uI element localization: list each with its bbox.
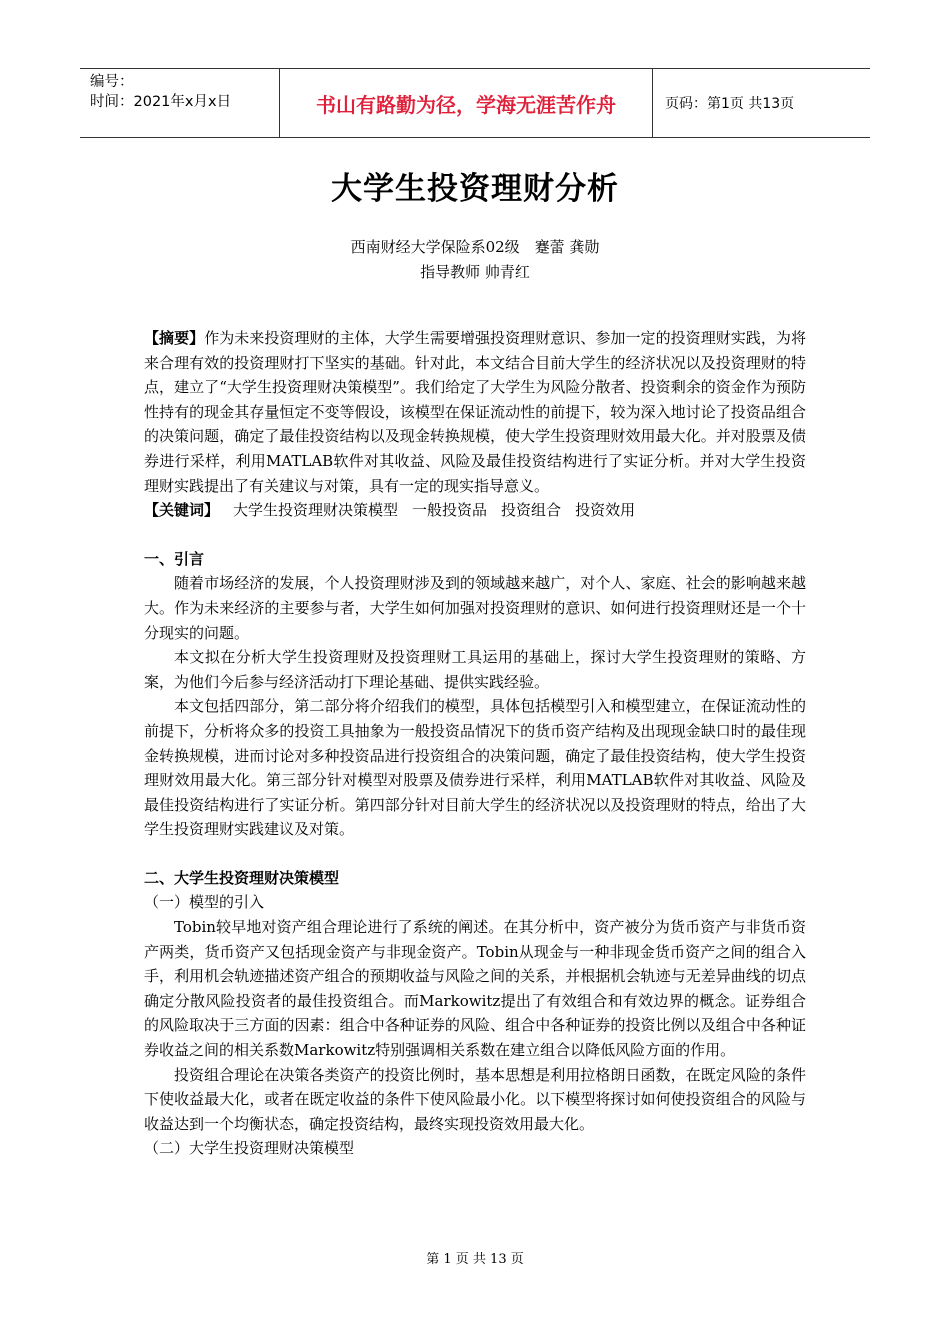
document-number-label: 编号： <box>90 74 134 90</box>
keyword-item: 投资组合 <box>501 501 562 520</box>
header-motto: 书山有路勤为径，学海无涯苦作舟 <box>280 69 653 137</box>
section-heading-intro: 一、引言 <box>144 549 205 568</box>
body-paragraph: 本文拟在分析大学生投资理财及投资理财工具运用的基础上，探讨大学生投资理财的策略、方案，为他们今后参与经济活动打下理论基础、提供实践经验。 <box>144 648 806 691</box>
body-paragraph: 本文包括四部分，第二部分将介绍我们的模型，具体包括模型引入和模型建立，在保证流动性的前提下，分析将众多的投资工具抽象为一般投资品情况下的货币资产结构及出现现金缺口时的最佳现金转换规模，进而讨论对多种投资品进行投资组合的决策问题，确定了最佳投资结构，使大学生投资理财效用最大化。第三部分针对模型对股票及债券进行采样，利用MATLAB软件对其收益、风险及最佳投资结构进行了实证分析。第四部分针对目前大学生的经济状况以及投资理财的特点，给出了大学生投资理财实践建议及对策。 <box>144 697 806 839</box>
page-footer: 第 1 页 共 13 页 <box>426 1252 524 1267</box>
body-paragraph: Tobin较早地对资产组合理论进行了系统的阐述。在其分析中，资产被分为货币资产与非货币资产两类，货币资产又包括现金资产与非现金资产。Tobin从现金与一种非现金货币资产之间的组合入手，利用机会轨迹描述资产组合的预期收益与风险之间的关系，并根据机会轨迹与无差异曲线的切点确定分散风险投资者的最佳投资组合。而Markowitz提出了有效组合和有效边界的概念。证券组合的风险取决于三方面的因素：组合中各种证券的风险、组合中各种证券的投资比例以及组合中各种证券收益之间的相关系数Markowitz特别强调相关系数在建立组合以降低风险方面的作用。 <box>144 918 806 1060</box>
header-page-info: 页码：第1页 共13页 <box>665 96 795 112</box>
abstract-label: 【摘要】 <box>144 329 205 347</box>
keywords-line <box>144 498 806 523</box>
abstract-paragraph <box>144 326 806 498</box>
header-meta <box>80 69 280 137</box>
section-heading-model: 二、大学生投资理财决策模型 <box>144 868 340 887</box>
spacer <box>144 842 806 866</box>
spacer <box>144 523 806 547</box>
abstract-text: 作为未来投资理财的主体，大学生需要增强投资理财意识、参加一定的投资理财实践，为将来合理有效的投资理财打下坚实的基础。针对此，本文结合目前大学生的经济状况以及投资理财的特点，建立了“大学生投资理财决策模型”。我们给定了大学生为风险分散者、投资剩余的资金作为预防性持有的现金其存量恒定不变等假设，该模型在保证流动性的前提下，较为深入地讨论了投资品组合的决策问题，确定了最佳投资结构以及现金转换规模，使大学生投资理财效用最大化。并对股票及债券进行采样，利用MATLAB软件对其收益、风险及最佳投资结构进行了实证分析。并对大学生投资理财实践提出了有关建议与对策，具有一定的现实指导意义。 <box>144 329 806 495</box>
subsection-heading: （二）大学生投资理财决策模型 <box>144 1139 355 1158</box>
document-title: 大学生投资理财分析 <box>331 171 619 207</box>
author-affiliation: 西南财经大学保险系02级 蹇蕾 龚勋 <box>350 238 600 256</box>
keyword-item: 一般投资品 <box>412 501 488 520</box>
keyword-item: 大学生投资理财决策模型 <box>233 501 399 520</box>
body-paragraph: 投资组合理论在决策各类资产的投资比例时，基本思想是利用拉格朗日函数，在既定风险的条件下使收益最大化，或者在既定收益的条件下使风险最小化。以下模型将探讨如何使投资组合的风险与收益达到一个均衡状态，确定投资结构，最终实现投资效用最大化。 <box>144 1065 806 1133</box>
keywords-label: 【关键词】 <box>144 501 220 520</box>
keyword-item: 投资效用 <box>575 501 636 520</box>
body-paragraph: 随着市场经济的发展，个人投资理财涉及到的领域越来越广，对个人、家庭、社会的影响越来越大。作为未来经济的主要参与者，大学生如何加强对投资理财的意识、如何进行投资理财还是一个十分现实的问题。 <box>144 574 806 642</box>
subsection-heading: （一）模型的引入 <box>144 893 265 912</box>
advisor-line: 指导教师 帅青红 <box>420 263 530 281</box>
document-body <box>144 326 806 1161</box>
document-time-label: 时间：2021年x月x日 <box>90 94 232 110</box>
page-header <box>80 68 870 138</box>
